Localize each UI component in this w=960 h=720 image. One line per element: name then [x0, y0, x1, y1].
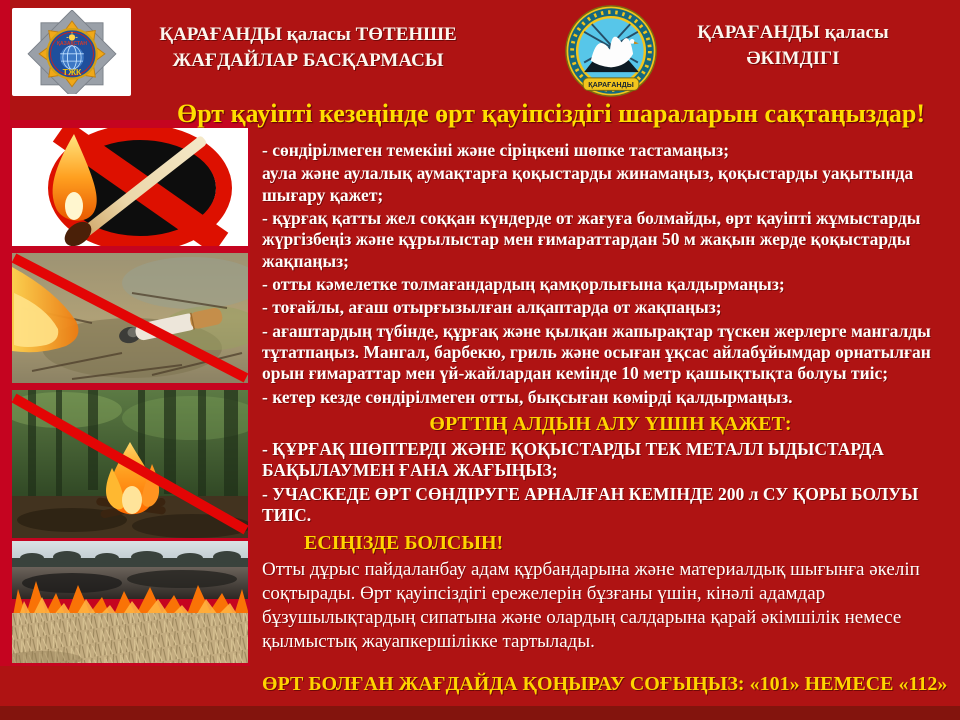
bottom-shade-strip	[0, 706, 960, 720]
rules-text-block	[262, 140, 959, 668]
header-left-line2: ЖАҒДАЙЛАР БАСҚАРМАСЫ	[172, 49, 444, 71]
emergency-emblem-graphic	[16, 10, 128, 94]
emblem-city-label: ҚАРАҒАНДЫ	[588, 80, 634, 90]
rule-item: - кетер кезде сөндірілмеген отты, бықсыған көмірді қалдырмаңыз.	[262, 386, 793, 407]
rule-item: - құрғақ қатты жел соққан күндерде от жағуға болмайды, өрт қауіпті жұмыстарды жүргізбеңіз және құрылыстар мен ғимараттардан 50 м жақын жерде қоқыстарды жақпаңыз;	[262, 208, 921, 271]
section-heading-remember: ЕСІҢІЗДЕ БОЛСЫН!	[304, 531, 504, 554]
rule-item: - сөндірілмеген темекіні және сіріңкені шөпке тастамаңыз;	[262, 140, 730, 160]
emergency-department-emblem-icon	[12, 8, 131, 96]
prevention-rule-item: - ҚҰРҒАҚ ШӨПТЕРДІ ЖӘНЕ ҚОҚЫСТАРДЫ ТЕК МЕТАЛЛ ЫДЫСТАРДА БАҚЫЛАУМЕН ҒАНА ЖАҒЫҢЫЗ;	[262, 439, 884, 481]
header-right-line1: ҚАРАҒАНДЫ қаласы	[697, 22, 889, 43]
section-heading-prevention: ӨРТТІҢ АЛДЫН АЛУ ҮШІН ҚАЖЕТ:	[429, 413, 792, 436]
prevention-rule-item: - УЧАСКЕДЕ ӨРТ СӨНДІРУГЕ АРНАЛҒАН КЕМІНДЕ 200 л СУ ҚОРЫ БОЛУЫ ТИІС.	[262, 483, 919, 526]
burning-field-image	[12, 541, 248, 663]
header-right-organization	[668, 20, 918, 71]
crossed-campfire-image	[12, 390, 248, 538]
no-open-fire-match-sign-image	[12, 128, 248, 246]
emblem-country-label: ҚАЗАҚСТАН	[56, 41, 87, 48]
emergency-call-line: ӨРТ БОЛҒАН ЖАҒДАЙДА ҚОҢЫРАУ СОҒЫҢЫЗ: «101» НЕМЕСЕ «112»	[262, 673, 948, 695]
rule-item: - ағаштардың түбінде, құрғақ және қылқан жапырақтар түскен жерлерге мангалды тұтатпаңыз. Мангал, барбекю, гриль және осыған ұқсас айлабұйымдар орнатылған орын ғимараттар мен үй-жайлардан кемінде 10 метр қашықтықта болуы тиіс;	[262, 320, 931, 384]
header-right-line2: ӘКІМДІГІ	[746, 47, 840, 69]
crossed-cigarette-image	[12, 253, 248, 383]
header-left-organization	[138, 22, 478, 73]
rule-item: - отты кәмелетке толмағандардың қамқорлығына қалдырмаңыз;	[262, 274, 785, 295]
poster-title: Өрт қауіпті кезеңінде өрт қауіпсіздігі шараларын сақтаңыздар!	[176, 99, 926, 128]
city-emblem-graphic	[563, 3, 659, 99]
header-left-line1: ҚАРАҒАНДЫ қаласы ТӨТЕНШЕ	[159, 24, 457, 45]
closing-paragraph: Отты дұрыс пайдаланбау адам құрбандарына және материалдық шығынға әкеліп соқтырады. Өрт қауіпсіздігі ережелерін бұзғаны үшін, кінәлі адамдар бұзушылықтардың сипатына және олардың салдарына қарай әкімшілік немесе қылмыстық жауапкершілікке тартылады.	[262, 558, 920, 653]
rule-item: - тоғайлы, ағаш отырғызылған алқаптарда от жақпаңыз;	[262, 297, 722, 318]
rule-item: аула және аулалық аумақтарға қоқыстарды жинамаңыз, қоқыстарды уақытында шығару қажет;	[262, 163, 914, 205]
karaganda-city-emblem-icon	[563, 3, 659, 99]
left-edge-stripe	[0, 0, 10, 666]
emblem-abbr-label: ТЖК	[62, 66, 81, 77]
